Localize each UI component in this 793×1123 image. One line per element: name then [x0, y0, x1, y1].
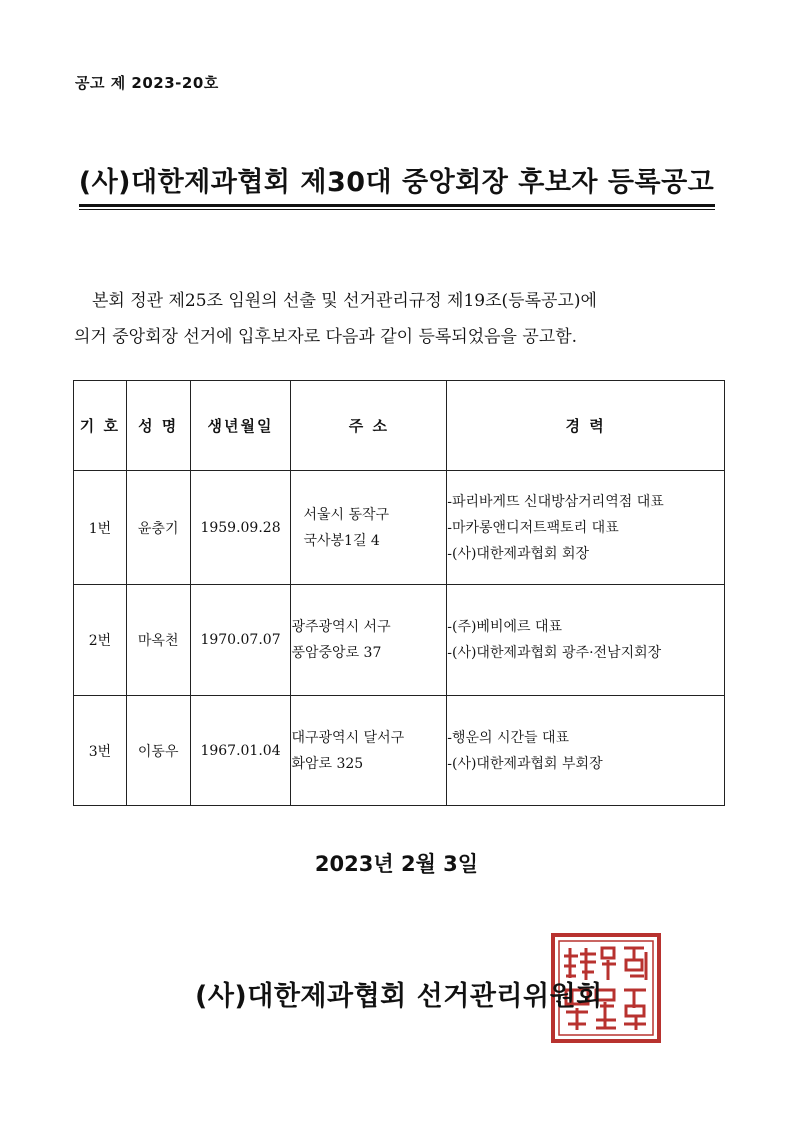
table-row — [74, 585, 725, 696]
address-line: 서울시 동작구 — [303, 506, 390, 523]
organization-name: (사)대한제과협회 선거관리위원회 — [195, 981, 603, 1012]
candidate-career — [447, 585, 725, 696]
career-line: -(사)대한제과협회 광주·전남지회장 — [447, 645, 662, 661]
candidate-table — [73, 380, 725, 806]
candidate-birth: 1970.07.07 — [190, 585, 291, 696]
candidate-birth: 1967.01.04 — [190, 696, 291, 806]
career-line: -(주)베비에르 대표 — [447, 619, 563, 635]
table-row — [74, 696, 725, 806]
candidate-number: 1번 — [74, 471, 127, 585]
header-birth: 생년월일 — [190, 381, 291, 471]
header-address: 주 소 — [291, 381, 447, 471]
notice-date: 2023년 2월 3일 — [314, 852, 479, 876]
header-name: 성 명 — [126, 381, 190, 471]
address-line: 풍암중앙로 37 — [291, 645, 382, 661]
candidate-number: 2번 — [74, 585, 127, 696]
table-header-row — [74, 381, 725, 471]
career-line: -(사)대한제과협회 부회장 — [447, 755, 603, 772]
page-title: (사)대한제과협회 제30대 중앙회장 후보자 등록공고 — [78, 167, 715, 198]
candidate-address — [291, 696, 447, 806]
candidate-address — [291, 471, 447, 585]
candidate-career — [447, 696, 725, 806]
candidate-number: 3번 — [74, 696, 127, 806]
candidate-birth: 1959.09.28 — [190, 471, 291, 585]
notice-body — [74, 283, 724, 355]
address-line: 대구광역시 달서구 — [291, 729, 405, 746]
title-divider-thin — [79, 209, 715, 210]
notice-body-line-2: 의거 중앙회장 선거에 입후보자로 다음과 같이 등록되었음을 공고함. — [74, 327, 578, 347]
candidate-address — [291, 585, 447, 696]
title-divider-thick — [79, 204, 715, 207]
address-line: 화암로 325 — [291, 755, 364, 772]
career-line: -행운의 시간들 대표 — [447, 729, 570, 746]
career-line: -마카롱앤디저트팩토리 대표 — [447, 519, 619, 536]
candidate-name: 이동우 — [126, 696, 190, 806]
career-line: -(사)대한제과협회 회장 — [447, 545, 590, 562]
header-number: 기 호 — [74, 381, 127, 471]
career-line: -파리바게뜨 신대방삼거리역점 대표 — [447, 493, 664, 510]
table-row — [74, 471, 725, 585]
address-line: 국사봉1길 4 — [303, 532, 380, 549]
address-line: 광주광역시 서구 — [291, 619, 391, 635]
candidate-career — [447, 471, 725, 585]
header-career: 경 력 — [447, 381, 725, 471]
notice-number: 공고 제 2023-20호 — [75, 74, 219, 92]
candidate-name: 마옥천 — [126, 585, 190, 696]
notice-body-line-1: 본회 정관 제25조 임원의 선출 및 선거관리규정 제19조(등록공고)에 — [92, 291, 597, 311]
candidate-name: 윤충기 — [126, 471, 190, 585]
